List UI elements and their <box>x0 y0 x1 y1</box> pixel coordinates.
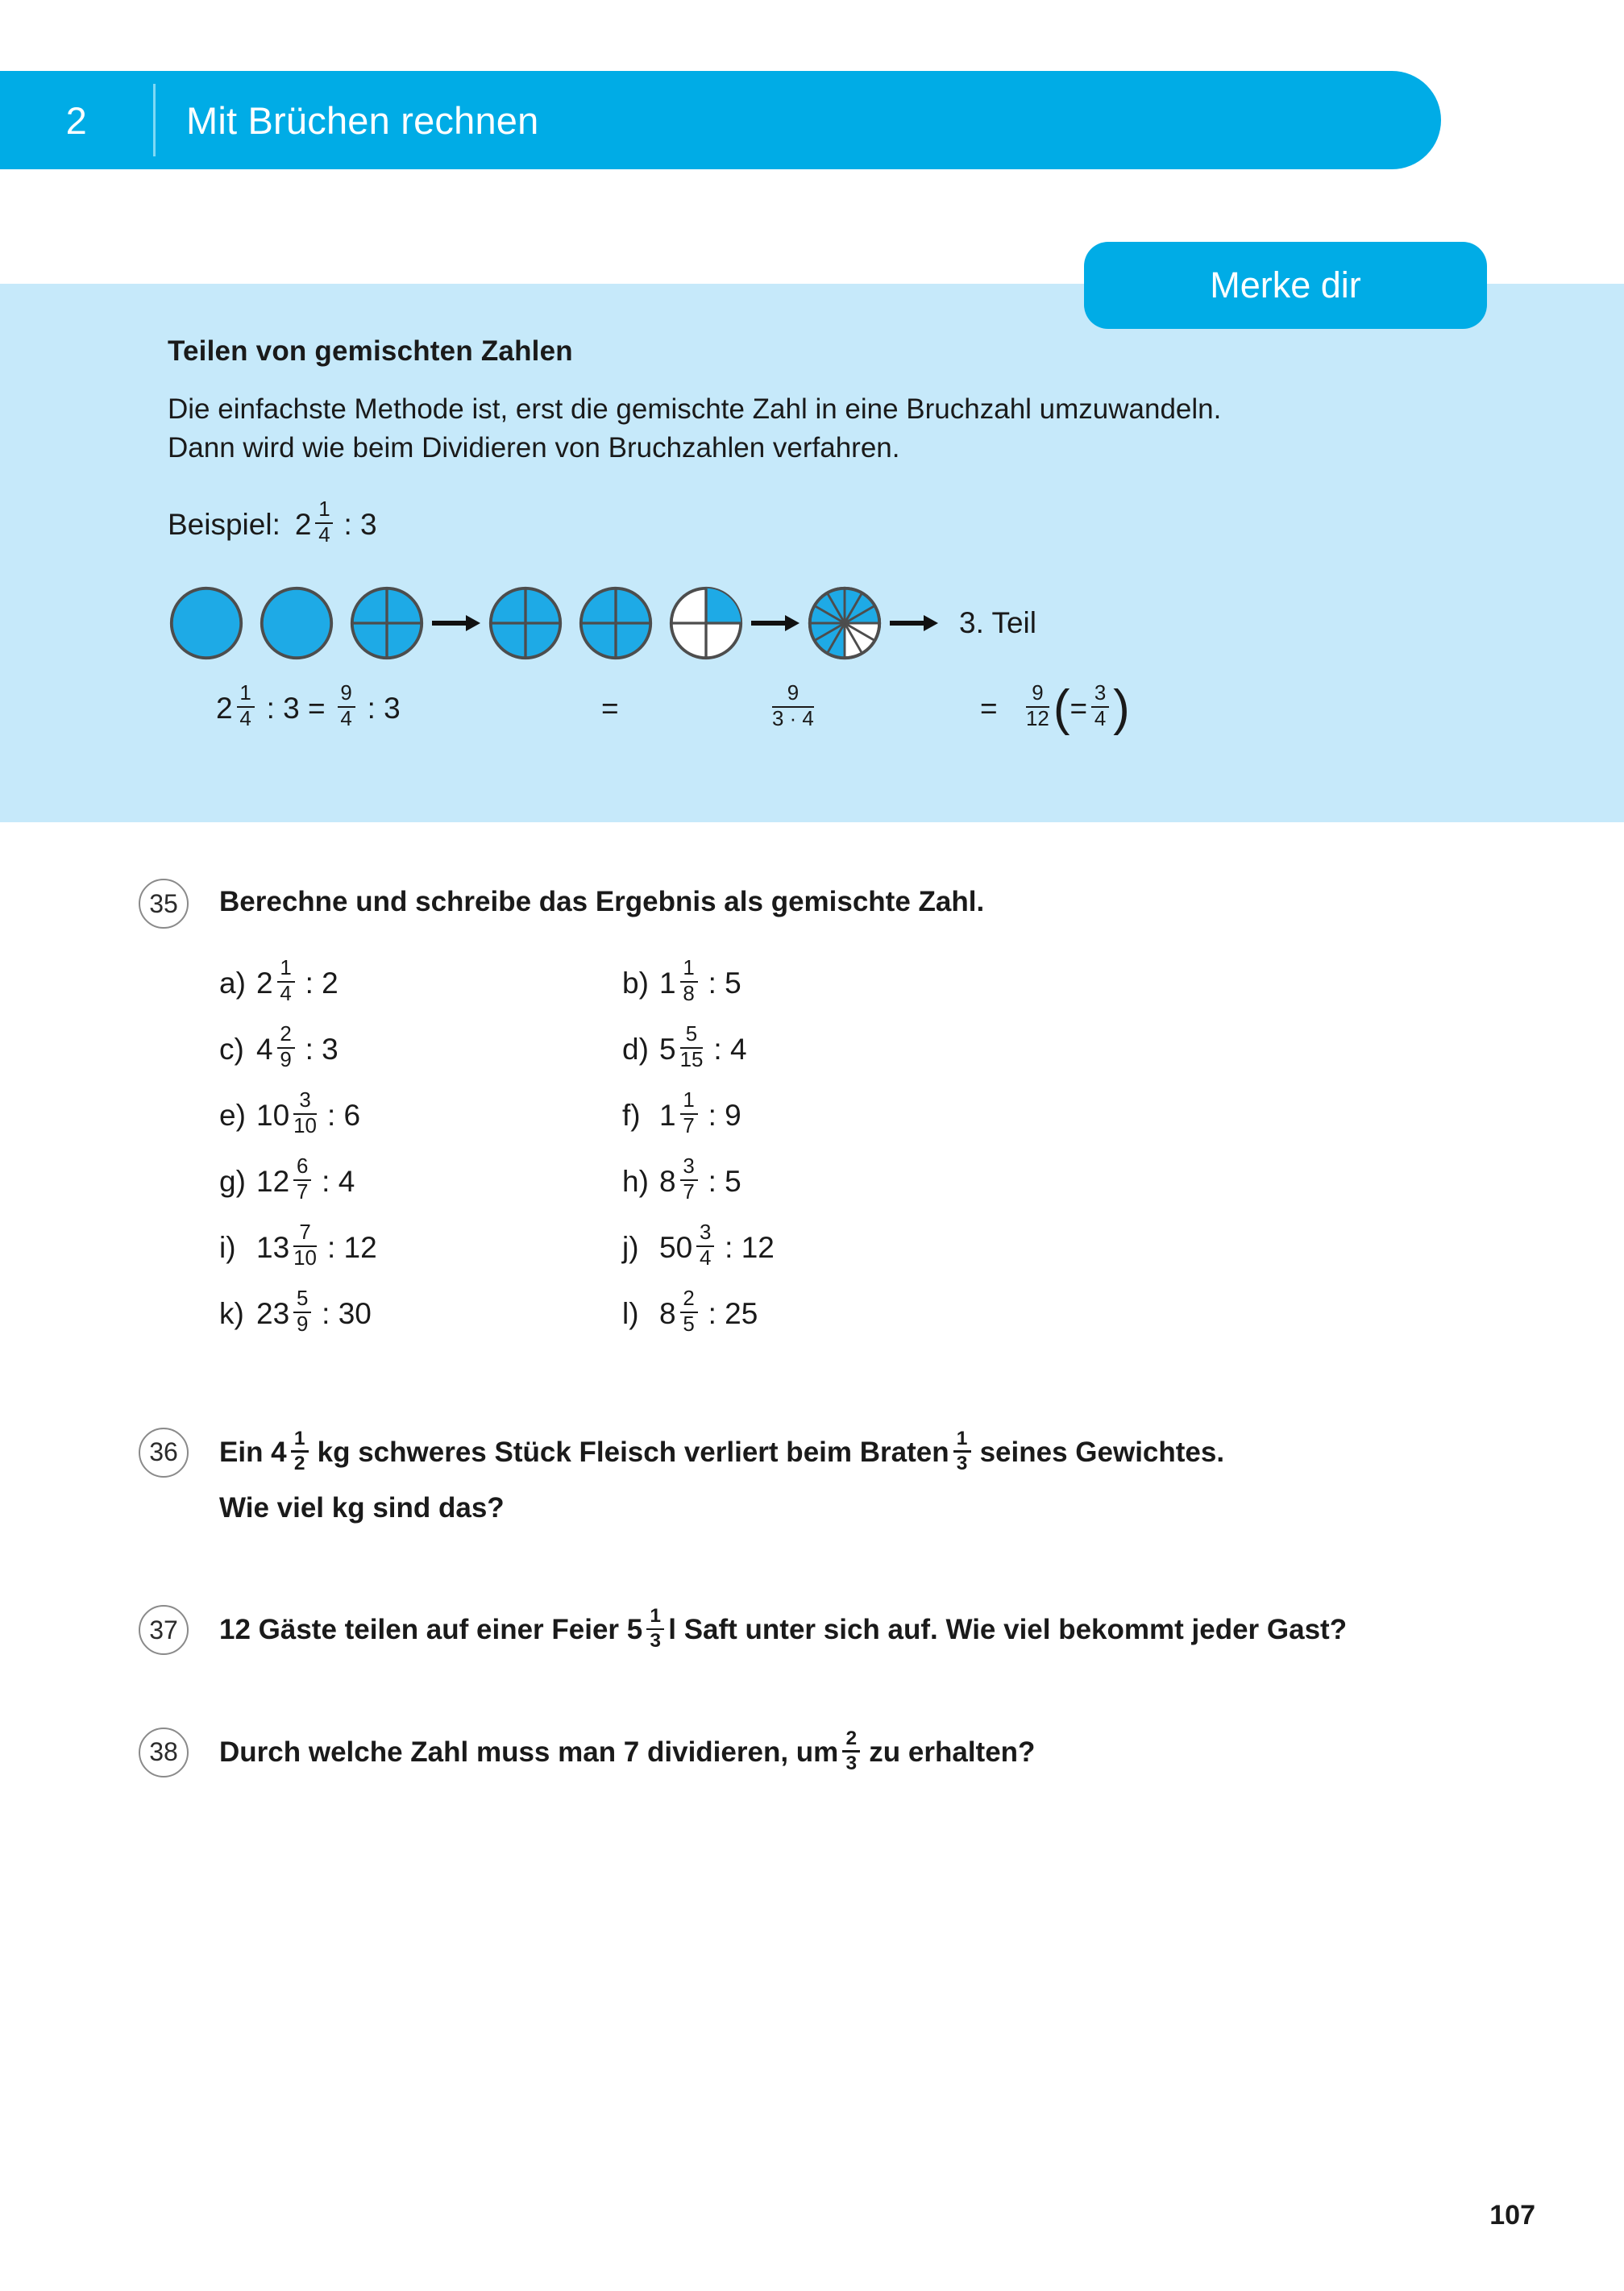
eq3-denominator: 12 <box>1026 708 1049 731</box>
item-fraction <box>277 958 295 1005</box>
text-part-2: kg schweres Stück Fleisch verliert beim Braten <box>317 1437 949 1469</box>
exercise-36 <box>0 1428 1624 1529</box>
item-whole: 4 <box>256 1032 273 1066</box>
list-item <box>622 1023 1624 1076</box>
item-divisor: : 25 <box>708 1296 758 1330</box>
item-denominator: 7 <box>683 1181 695 1204</box>
item-expression <box>256 1287 372 1337</box>
item-expression <box>659 1022 747 1073</box>
equation-part-3 <box>1022 680 1130 736</box>
item-label: c) <box>219 1032 244 1066</box>
text-part-3: seines Gewichtes. <box>979 1437 1225 1469</box>
exercise-text <box>219 1605 1624 1653</box>
item-denominator: 10 <box>293 1247 317 1270</box>
item-fraction <box>293 1220 317 1270</box>
item-denominator: 5 <box>683 1313 695 1336</box>
equation-equals-2: = <box>980 692 998 725</box>
example-mixed-number <box>294 498 338 548</box>
item-numerator: 5 <box>296 1287 309 1310</box>
fraction-denominator: 3 <box>650 1630 662 1652</box>
eq3-inner-denominator: 4 <box>1094 708 1107 731</box>
item-expression <box>256 1088 361 1139</box>
item-fraction <box>293 1154 311 1204</box>
item-whole: 10 <box>256 1098 290 1132</box>
merke-body-line-1: Die einfachste Methode ist, erst die gemischte Zahl in eine Bruchzahl umzuwandeln. <box>168 393 1222 425</box>
fraction-numerator: 1 <box>293 1427 305 1449</box>
quartered-full-circle-icon <box>348 584 426 662</box>
eq1-improper-denominator: 4 <box>340 708 352 731</box>
text-part-2: zu erhalten? <box>869 1736 1036 1768</box>
page-number: 107 <box>1489 2200 1535 2231</box>
item-expression <box>659 1088 741 1139</box>
equation-part-2 <box>768 682 818 732</box>
exercise-number-badge: 35 <box>139 879 189 929</box>
example-equation-row <box>168 680 1538 766</box>
item-label: g) <box>219 1164 246 1198</box>
text-part-1: Durch welche Zahl muss man 7 dividieren, um <box>219 1736 839 1768</box>
chapter-title: Mit Brüchen rechnen <box>186 98 539 142</box>
item-whole: 1 <box>659 1098 676 1132</box>
chapter-header-bar <box>0 71 1441 169</box>
merke-title: Teilen von gemischten Zahlen <box>168 335 573 367</box>
equation-part-1 <box>216 682 401 732</box>
paren-open: ( <box>1053 680 1070 736</box>
item-divisor: : 5 <box>708 1164 741 1198</box>
example-label: Beispiel: <box>168 508 280 542</box>
item-numerator: 2 <box>280 1022 292 1046</box>
item-denominator: 15 <box>679 1049 704 1071</box>
eq1-middle: : 3 = <box>266 692 326 726</box>
eq1-denominator: 4 <box>239 708 251 731</box>
item-fraction <box>293 1088 317 1137</box>
item-numerator: 3 <box>299 1088 311 1112</box>
merke-body-line-2: Dann wird wie beim Dividieren von Bruchzahlen verfahren. <box>168 432 900 464</box>
fraction-numerator: 1 <box>956 1427 968 1449</box>
item-denominator: 4 <box>699 1247 712 1270</box>
merke-info-panel <box>0 284 1624 822</box>
item-divisor: : 12 <box>326 1230 377 1264</box>
item-expression <box>256 1022 339 1073</box>
eq1-numerator: 1 <box>239 682 251 705</box>
teil-label: 3. Teil <box>959 606 1036 639</box>
list-item <box>622 1221 1624 1274</box>
item-denominator: 7 <box>683 1115 695 1137</box>
fraction-denominator: 3 <box>956 1452 968 1474</box>
item-whole: 12 <box>256 1164 290 1198</box>
item-whole: 13 <box>256 1230 290 1264</box>
item-whole: 1 <box>659 966 676 1000</box>
merke-dir-badge <box>1084 242 1487 329</box>
full-circle-icon <box>258 584 335 662</box>
item-fraction <box>680 1088 698 1137</box>
item-denominator: 7 <box>296 1181 309 1204</box>
text-part-2: l Saft unter sich auf. Wie viel bekommt jeder Gast? <box>668 1614 1348 1646</box>
eq3-inner-equals: = <box>1070 692 1088 726</box>
item-expression <box>659 1220 775 1271</box>
item-divisor: : 30 <box>322 1296 372 1330</box>
merke-dir-label: Merke dir <box>1210 264 1361 306</box>
item-label: d) <box>622 1032 649 1066</box>
full-circle-icon <box>168 584 245 662</box>
item-whole: 2 <box>256 966 273 1000</box>
exercise-prompt: Berechne und schreibe das Ergebnis als gemischte Zahl. <box>219 886 985 917</box>
list-item <box>219 957 622 1010</box>
eq1-improper-numerator: 9 <box>340 682 352 705</box>
fraction-denominator: 2 <box>293 1452 305 1474</box>
chapter-number: 2 <box>65 98 88 142</box>
list-item <box>219 1155 622 1208</box>
list-item <box>219 1221 622 1274</box>
item-numerator: 7 <box>299 1220 311 1244</box>
list-item <box>219 1023 622 1076</box>
example-numerator: 1 <box>318 498 330 521</box>
exercise-line-1 <box>219 1727 1624 1776</box>
eq1-mixed <box>216 682 259 732</box>
item-fraction <box>680 1289 698 1336</box>
exercise-37 <box>0 1605 1624 1653</box>
eq3-inner-numerator: 3 <box>1094 682 1107 705</box>
one-quarter-filled-circle-icon <box>667 584 745 662</box>
item-divisor: : 6 <box>326 1098 361 1132</box>
list-item <box>622 1287 1624 1341</box>
exercise-number-badge: 37 <box>139 1605 189 1655</box>
item-whole: 8 <box>659 1164 676 1198</box>
item-expression <box>659 1287 758 1337</box>
item-denominator: 4 <box>280 983 292 1005</box>
example-whole: 2 <box>294 508 312 542</box>
example-fraction <box>315 500 333 547</box>
exercise-line-2: Wie viel kg sind das? <box>219 1492 505 1524</box>
exercise-list <box>0 879 1624 1775</box>
arrow-right-icon <box>745 611 806 635</box>
item-divisor: : 2 <box>305 966 339 1000</box>
exercise-line-1 <box>219 1427 1624 1476</box>
item-numerator: 6 <box>296 1154 309 1178</box>
exercise-text <box>219 1728 1624 1776</box>
item-label: h) <box>622 1164 649 1198</box>
fraction-circle-diagram <box>168 571 1538 676</box>
eq2-numerator: 9 <box>787 682 800 705</box>
item-label: b) <box>622 966 649 1000</box>
eq2-fraction <box>772 684 814 730</box>
item-fraction <box>293 1289 311 1336</box>
twelfths-circle-icon <box>806 584 883 662</box>
list-item <box>622 1155 1624 1208</box>
fraction-denominator: 3 <box>845 1752 858 1774</box>
exercise-text <box>219 1428 1624 1529</box>
eq3-inner-fraction <box>1091 684 1109 730</box>
item-denominator: 8 <box>683 983 695 1005</box>
item-divisor: : 4 <box>322 1164 355 1198</box>
item-whole: 8 <box>659 1296 676 1330</box>
item-fraction <box>696 1220 714 1270</box>
quartered-full-circle-icon <box>577 584 654 662</box>
item-label: f) <box>622 1098 641 1132</box>
item-label: j) <box>622 1230 639 1264</box>
item-whole: 50 <box>659 1230 693 1264</box>
item-divisor: : 5 <box>708 966 741 1000</box>
fraction-numerator: 1 <box>650 1605 662 1627</box>
item-numerator: 3 <box>683 1154 695 1178</box>
item-divisor: : 9 <box>708 1098 741 1132</box>
item-expression <box>659 956 741 1007</box>
eq1-tail: : 3 <box>367 692 401 726</box>
inline-fraction <box>646 1607 664 1652</box>
exercise-line-1 <box>219 1605 1624 1653</box>
item-expression <box>256 1154 355 1205</box>
exercise-35 <box>0 879 1624 1341</box>
item-expression <box>659 1154 741 1205</box>
item-numerator: 1 <box>683 1088 695 1112</box>
inline-fraction <box>291 1429 309 1474</box>
item-label: e) <box>219 1098 246 1132</box>
text-part-1: Ein 4 <box>219 1437 287 1469</box>
item-label: l) <box>622 1296 639 1330</box>
equation-equals-1: = <box>601 692 619 725</box>
item-denominator: 9 <box>280 1049 292 1071</box>
item-label: k) <box>219 1296 244 1330</box>
eq3-fraction <box>1026 684 1049 730</box>
item-label: a) <box>219 966 246 1000</box>
example-denominator: 4 <box>318 524 330 547</box>
list-item <box>219 1287 622 1341</box>
example-divisor: : 3 <box>343 508 377 542</box>
eq1-improper-fraction <box>338 684 355 730</box>
eq3-numerator: 9 <box>1032 682 1044 705</box>
item-fraction <box>277 1022 295 1071</box>
item-expression <box>256 1220 377 1271</box>
item-whole: 23 <box>256 1296 290 1330</box>
inline-fraction <box>842 1729 860 1774</box>
item-expression <box>256 956 339 1007</box>
fraction-numerator: 2 <box>845 1727 858 1749</box>
arrow-right-icon <box>883 611 945 635</box>
quartered-full-circle-icon <box>487 584 564 662</box>
item-numerator: 2 <box>683 1287 695 1310</box>
merke-body <box>168 390 1221 468</box>
eq1-whole: 2 <box>216 692 233 726</box>
item-numerator: 1 <box>280 956 292 979</box>
paren-close: ) <box>1113 680 1130 736</box>
list-item <box>219 1089 622 1142</box>
item-numerator: 3 <box>699 1220 712 1244</box>
item-numerator: 5 <box>685 1022 698 1046</box>
item-whole: 5 <box>659 1032 676 1066</box>
item-numerator: 1 <box>683 956 695 979</box>
item-fraction <box>679 1022 704 1071</box>
item-fraction <box>680 1154 698 1204</box>
exercise-number-badge: 38 <box>139 1728 189 1778</box>
item-divisor: : 12 <box>725 1230 775 1264</box>
arrow-right-icon <box>426 611 487 635</box>
exercise-number-badge: 36 <box>139 1428 189 1478</box>
item-divisor: : 3 <box>305 1032 339 1066</box>
item-fraction <box>680 958 698 1005</box>
exercise-35-items <box>219 944 1624 1341</box>
eq1-fraction <box>237 684 255 730</box>
text-part-1: 12 Gäste teilen auf einer Feier 5 <box>219 1614 643 1646</box>
inline-fraction <box>953 1429 971 1474</box>
merke-example-line <box>168 498 377 548</box>
item-denominator: 9 <box>296 1313 309 1336</box>
eq2-denominator: 3 · 4 <box>772 708 814 731</box>
item-denominator: 10 <box>293 1115 317 1137</box>
exercise-38 <box>0 1728 1624 1776</box>
item-divisor: : 4 <box>713 1032 747 1066</box>
item-label: i) <box>219 1230 236 1264</box>
list-item <box>622 1089 1624 1142</box>
list-item <box>622 957 1624 1010</box>
